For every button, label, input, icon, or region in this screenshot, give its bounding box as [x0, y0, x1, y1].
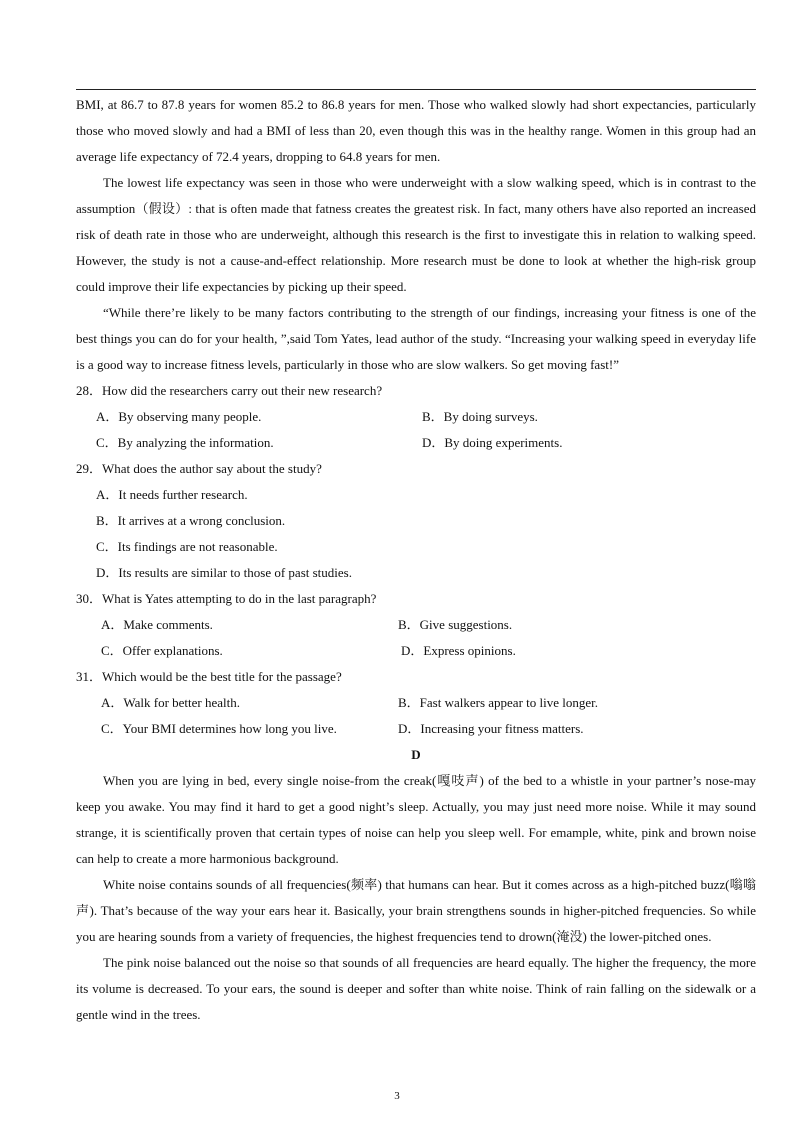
page-number: 3 [394, 1090, 400, 1102]
option-a[interactable]: A．Make comments. [101, 617, 213, 632]
question-number: 31． [76, 669, 103, 684]
option-b[interactable]: B．By doing surveys. [422, 409, 538, 424]
question-29-option-row-b [76, 508, 756, 534]
question-31-options-row-1 [76, 690, 756, 716]
question-stem: What does the author say about the study? [102, 461, 322, 476]
option-c[interactable]: C．Its findings are not reasonable. [96, 539, 278, 554]
question-number: 29． [76, 461, 103, 476]
question-28-options-row-1 [76, 404, 756, 430]
passage-c-paragraph-2: The lowest life expectancy was seen in those who were underweight with a slow walking speed, which is in contrast to the assumption（假设）: that is often made that fatness creates the greatest risk. In fact, many others have also reported an increased risk of death rate in those who are underweight, although this research is the first to investigate this in relation to walking speed. However, the study is not a cause-and-effect relationship. More research must be done to look at whether the high-risk group could improve their life expectancies by picking up their speed. [76, 175, 756, 294]
question-stem: Which would be the best title for the passage? [102, 669, 342, 684]
option-d[interactable]: D．Increasing your fitness matters. [398, 721, 584, 736]
question-30-options-row-1 [76, 612, 756, 638]
question-28-options-row-2 [76, 430, 756, 456]
option-b[interactable]: B．Fast walkers appear to live longer. [398, 695, 599, 710]
question-29 [76, 456, 756, 482]
question-30 [76, 586, 756, 612]
option-c[interactable]: C．By analyzing the information. [96, 435, 274, 450]
option-c[interactable]: C．Your BMI determines how long you live. [101, 721, 337, 736]
option-d[interactable]: D．Its results are similar to those of past studies. [96, 565, 352, 580]
option-a[interactable]: A．Walk for better health. [101, 695, 241, 710]
question-29-option-row-a [76, 482, 756, 508]
option-b[interactable]: B．It arrives at a wrong conclusion. [96, 513, 286, 528]
option-b[interactable]: B．Give suggestions. [398, 617, 513, 632]
question-30-options-row-2 [76, 638, 756, 664]
question-31 [76, 664, 756, 690]
section-d-paragraph-1: When you are lying in bed, every single noise-from the creak(嘎吱声) of the bed to a whistle in your partner’s nose-may keep you awake. You may find it hard to get a good night’s sleep. Actually, you may just need more noise. While it may sound strange, it is scientifically proven that certain types of noise can help you sleep well. For emample, white, pink and brown noise can help to create a more harmonious background. [76, 773, 756, 866]
question-31-options-row-2 [76, 716, 756, 742]
passage-c-paragraph-3: “While there’re likely to be many factors contributing to the strength of our findings, increasing your fitness is one of the best things you can do for your health, ”,said Tom Yates, lead author of the study. “Increasing your walking speed in everyday life is a good way to increase fitness levels, particularly in those who are slow walkers. So get moving fast!” [76, 305, 756, 372]
option-a[interactable]: A．By observing many people. [96, 409, 262, 424]
option-d[interactable]: D．By doing experiments. [422, 435, 563, 450]
option-d[interactable]: D．Express opinions. [401, 643, 516, 658]
question-29-option-row-c [76, 534, 756, 560]
header-rule [76, 89, 756, 90]
section-d-heading: D [411, 747, 421, 762]
option-c[interactable]: C．Offer explanations. [101, 643, 223, 658]
question-29-option-row-d [76, 560, 756, 586]
section-d-paragraph-3: The pink noise balanced out the noise so that sounds of all frequencies are heard equally. The higher the frequency, the more its volume is decreased. To your ears, the sound is deeper and softer than white noise. Think of rain falling on the sidewalk or a gentle wind in the trees. [76, 955, 756, 1022]
question-stem: How did the researchers carry out their new research? [102, 383, 383, 398]
option-a[interactable]: A．It needs further research. [96, 487, 248, 502]
passage-c-paragraph-1: BMI, at 86.7 to 87.8 years for women 85.2 to 86.8 years for men. Those who walked slowly had short expectancies, particularly those who moved slowly and had a BMI of less than 20, even though this was in the healthy range. Women in this group had an average life expectancy of 72.4 years, dropping to 64.8 years for men. [76, 97, 756, 164]
question-number: 28． [76, 383, 103, 398]
question-28 [76, 378, 756, 404]
question-stem: What is Yates attempting to do in the last paragraph? [102, 591, 377, 606]
page-content [76, 92, 756, 1028]
question-number: 30． [76, 591, 103, 606]
section-d-paragraph-2: White noise contains sounds of all frequencies(频率) that humans can hear. But it comes across as a high-pitched buzz(嗡嗡声). That’s because of the way your ears hear it. Basically, your brain strengthens sounds in higher-pitched frequencies. So while you are hearing sounds from a variety of frequencies, the highest frequencies tend to drown(淹没) the lower-pitched ones. [76, 877, 756, 944]
